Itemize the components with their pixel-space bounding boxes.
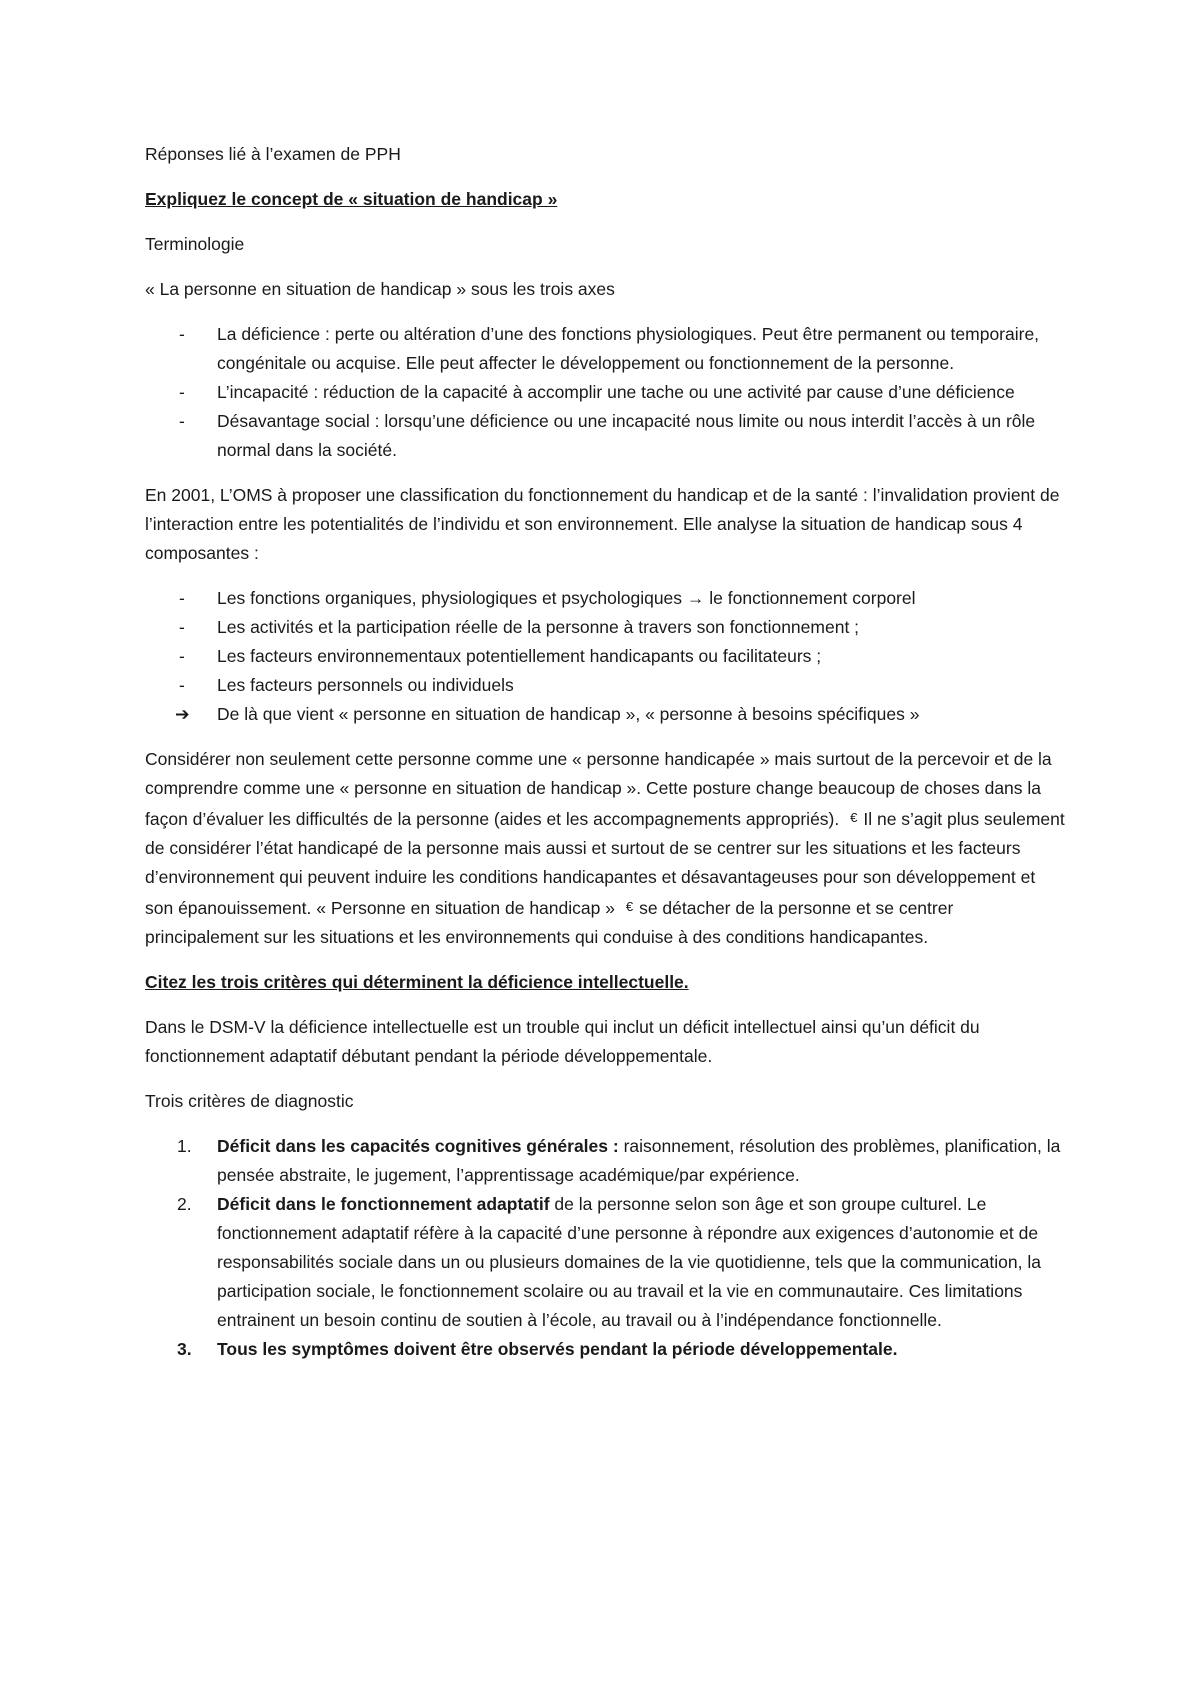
list-number: 3.	[177, 1339, 192, 1359]
terminologie-label: Terminologie	[145, 234, 245, 254]
document-title: Réponses lié à l’examen de PPH	[145, 144, 401, 164]
conclusion-text: De là que vient « personne en situation de handicap », « personne à besoins spécifiques »	[217, 704, 920, 724]
list-item	[145, 407, 1065, 465]
dash-marker: -	[179, 588, 185, 608]
critere-bold: Tous les symptômes doivent être observés pendant la période développementale.	[217, 1339, 898, 1359]
section1-heading: Expliquez le concept de « situation de handicap »	[145, 189, 558, 209]
document-page	[145, 140, 1065, 1380]
consider-paragraph	[145, 745, 1065, 952]
dash-marker: -	[179, 675, 185, 695]
list-item	[145, 1190, 1065, 1335]
axes-list	[145, 320, 1065, 465]
list-item	[145, 1132, 1065, 1190]
dsm-paragraph: Dans le DSM-V la déficience intellectuelle est un trouble qui inclut un déficit intellectuel ainsi qu’un déficit du fonctionnement adaptatif débutant pendant la période développementale.	[145, 1017, 980, 1066]
section2-heading: Citez les trois critères qui déterminent la déficience intellectuelle.	[145, 972, 689, 992]
dash-marker: -	[179, 411, 185, 431]
composante-text: Les facteurs personnels ou individuels	[217, 675, 514, 695]
critere-text: raisonnement, résolution des problèmes, planification, la pensée abstraite, le jugement, l’apprentissage académique/par expérience.	[217, 1136, 1061, 1185]
conclusion-list	[145, 700, 1065, 729]
oms-paragraph: En 2001, L’OMS à proposer une classification du fonctionnement du handicap et de la santé : l’invalidation provient de l’interaction entre les potentialités de l’individu et son environnement. Elle analyse la situation de handicap sous 4 composantes :	[145, 485, 1060, 563]
list-item	[145, 671, 1065, 700]
list-number: 1.	[177, 1136, 192, 1156]
list-item	[145, 700, 1065, 729]
list-item	[145, 613, 1065, 642]
criteres-list	[145, 1132, 1065, 1364]
axe-text: L’incapacité : réduction de la capacité à accomplir une tache ou une activité par cause d’une déficience	[217, 382, 1015, 402]
axes-intro: « La personne en situation de handicap » sous les trois axes	[145, 279, 615, 299]
list-item	[145, 1335, 1065, 1364]
consider-text-2: Il ne s’agit plus seulement de considérer l’état handicapé de la personne mais aussi et surtout de se centrer sur les situations et les facteurs d’environnement qui peuvent induire les conditions handicapantes et désavantageuses pour son développement et son épanouissement.	[145, 809, 1065, 918]
right-arrow-icon: →	[686, 588, 705, 608]
list-item	[145, 584, 1065, 613]
dash-marker: -	[179, 382, 185, 402]
euro-glyph-icon: €	[625, 899, 634, 914]
composante-text: Les facteurs environnementaux potentiellement handicapants ou facilitateurs ;	[217, 646, 822, 666]
euro-glyph-icon: €	[850, 810, 858, 825]
composante-text: Les fonctions organiques, physiologiques et psychologiques	[217, 588, 687, 608]
critere-bold: Déficit dans les capacités cognitives générales :	[217, 1136, 619, 1156]
dash-marker: -	[179, 646, 185, 666]
list-item	[145, 320, 1065, 378]
list-number: 2.	[177, 1194, 192, 1214]
critere-text: de la personne selon son âge et son groupe culturel. Le fonctionnement adaptatif réfère à la capacité d’une personne à répondre aux exigences d’autonomie et de responsabilités sociale dans un ou plusieurs domaines de la vie quotidienne, tels que la communication, la participation sociale, le fonctionnement scolaire ou au travail et la vie en communautaire. Ces limitations entrainent un besoin continu de soutien à l’école, au travail ou à l’indépendance fonctionnelle.	[217, 1194, 1041, 1330]
composante-text: Les activités et la participation réelle de la personne à travers son fonctionnement ;	[217, 617, 860, 637]
axe-text: Désavantage social : lorsqu’une déficience ou une incapacité nous limite ou nous interdit l’accès à un rôle normal dans la société.	[217, 411, 1036, 460]
consider-text-4: se détacher de la personne et se centrer principalement sur les situations et les environnements qui conduise à des conditions handicapantes.	[145, 898, 954, 947]
axe-text: La déficience : perte ou altération d’une des fonctions physiologiques. Peut être permanent ou temporaire, congénitale ou acquise. Elle peut affecter le développement ou fonctionnement de la personne.	[217, 324, 1040, 373]
composantes-list	[145, 584, 1065, 700]
composante-text-after: le fonctionnement corporel	[704, 588, 916, 608]
consider-text-3: « Personne en situation de handicap »	[316, 898, 615, 918]
criteres-label: Trois critères de diagnostic	[145, 1091, 354, 1111]
dash-marker: -	[179, 324, 185, 344]
list-item	[145, 378, 1065, 407]
list-item	[145, 642, 1065, 671]
arrow-bullet-icon: ➔	[175, 704, 190, 724]
critere-bold: Déficit dans le fonctionnement adaptatif	[217, 1194, 550, 1214]
consider-text-1: Considérer non seulement cette personne comme une « personne handicapée » mais surtout de la percevoir et de la comprendre comme une « personne en situation de handicap ». Cette posture change beaucoup de choses dans la façon d’évaluer les difficultés de la personne (aides et les accompagnements appropriés).	[145, 749, 1052, 829]
dash-marker: -	[179, 617, 185, 637]
